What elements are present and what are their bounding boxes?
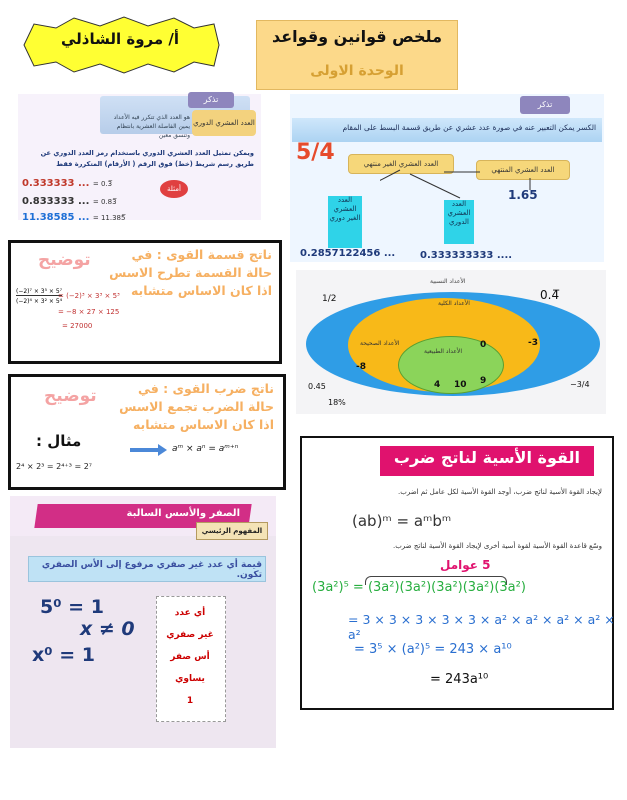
multiplication-rule-text: ناتج ضرب القوى : في حالة الضرب تجمع الاسس اذا كان الاساس متشابه xyxy=(119,381,274,432)
zero-exponent-condition: x ≠ 0 xyxy=(80,618,135,640)
page-subtitle: الوحدة الاولى xyxy=(310,63,404,79)
division-rule-text: ناتج قسمة القوى : في حالة القسمة تطرح الاسس اذا كان الاساس متشابه xyxy=(109,247,272,298)
power-product-formula: (ab)ᵐ = aᵐbᵐ xyxy=(352,512,452,530)
note-line: 1 xyxy=(186,696,194,706)
set-value: 0 xyxy=(480,340,487,350)
power-product-title: القوة الأسية لناتج ضرب xyxy=(393,448,580,467)
fraction-graphic: 5/4 xyxy=(296,140,335,165)
note-line: أس صفر xyxy=(170,652,210,662)
arrow-icon xyxy=(130,448,160,452)
rational-definition: الكسر يمكن التعبير عنه في صورة عدد عشري عن طريق قسمة البسط على المقام xyxy=(342,123,596,132)
recurring-example: 11.38585 ... = 11.385̅ xyxy=(22,212,126,223)
explain-heading: توضيح xyxy=(44,386,97,406)
math-step: = 27000 xyxy=(62,322,93,330)
expansion-row: = 3⁵ × (a²)⁵ = 243 × a¹⁰ xyxy=(354,642,512,657)
expansion-row: (3a²)⁵ = (3a²)(3a²)(3a²)(3a²)(3a²) xyxy=(312,580,526,595)
set-value: 4 xyxy=(434,380,441,390)
recurring-definition: هو العدد الذي تتكرر فيه الأعداد يمين الفاصلة العشرية بانتظام وتنسق معين xyxy=(113,114,190,139)
page-title: ملخص قوانين وقواعد xyxy=(272,27,442,46)
math-fraction-top: (−2)⁷ × 3⁵ × 5⁷ xyxy=(16,288,63,295)
author-name: أ/ مروة الشاذلي xyxy=(60,30,180,48)
repeating-label: العدد العشري الدوري xyxy=(444,200,474,244)
note-line: أي عدد xyxy=(174,608,206,618)
power-product-line: لإيجاد القوة الأسية لناتج ضرب، أوجد القوة الأسية لكل عامل ثم اضرب. xyxy=(398,488,602,496)
repeating-example: 0.333333333 .... xyxy=(420,250,513,261)
examples-label: أمثلة xyxy=(160,180,188,198)
rational-numbers-label: الأعداد النسبية xyxy=(430,278,466,285)
factors-label: 5 عوامل xyxy=(440,558,491,572)
nonrepeating-label: العدد العشري الغير دوري xyxy=(328,196,362,248)
power-product-line: وسّع قاعدة القوة الأسية لقوة أسية أخرى لإيجاد القوة الأسية لناتج ضرب. xyxy=(392,542,602,550)
set-value: 1/2 xyxy=(322,294,337,304)
branch-arrows xyxy=(380,166,540,206)
expansion-row: = 243a¹⁰ xyxy=(430,672,489,687)
key-concept-label: المفهوم الرئيسي xyxy=(196,522,268,540)
math-fraction-bottom: (−2)⁴ × 3² × 5⁴ xyxy=(16,298,63,305)
nonrepeating-example: 0.2857122456 ... xyxy=(300,248,396,259)
set-value: 0.45 xyxy=(308,382,326,391)
math-step: = (−2)³ × 3³ × 5³ xyxy=(58,292,120,300)
set-value: 10 xyxy=(454,380,467,390)
terminating-scroll: العدد العشري المنتهي xyxy=(476,160,570,180)
recurring-example: 0.333333 ... = 0.3̅ xyxy=(22,178,113,189)
recurring-body: ويمكن تمثيل العدد العشري الدوري باستخدام رمز العدد الدوري عن طريق رسم شريط (خط) فوق الرقم ( الأرقام) المتكررة فقط xyxy=(40,149,254,168)
page-header xyxy=(256,20,458,90)
remember-tag: تذكر xyxy=(188,92,234,108)
math-step: = −8 × 27 × 125 xyxy=(58,308,120,316)
set-value: -3 xyxy=(528,338,538,348)
note-line: غير صفري xyxy=(166,630,214,640)
zero-exponent-equation: 5⁰ = 1 xyxy=(40,596,104,618)
set-value: 18% xyxy=(328,398,346,407)
integers-label: الأعداد الصحيحة xyxy=(360,340,400,347)
general-formula: aᵐ × aⁿ = aᵐ⁺ⁿ xyxy=(172,444,239,454)
set-value: 0.4̅ xyxy=(540,288,560,302)
power-product-panel xyxy=(300,436,614,710)
example-label: مثال : xyxy=(36,432,82,450)
whole-numbers-label: الأعداد الكلية xyxy=(438,300,470,307)
explain-heading: توضيح xyxy=(38,250,91,270)
arrow-head-icon xyxy=(158,444,167,456)
set-value: -8 xyxy=(356,362,366,372)
zero-exponent-title: الصفر والأسس السالبة xyxy=(126,508,240,519)
zero-exponent-equation: x⁰ = 1 xyxy=(32,644,95,666)
terminating-example: 1.65 xyxy=(508,188,538,202)
recurring-example: 0.833333 ... = 0.83̅ xyxy=(22,196,117,207)
natural-set xyxy=(398,336,504,394)
nonterminating-scroll: العدد العشري الغير منتهي xyxy=(348,154,454,174)
remember-tag: تذكر xyxy=(520,96,570,114)
set-value: 9 xyxy=(480,376,487,386)
set-value: −3/4 xyxy=(570,380,590,389)
expansion-row: = 3 × 3 × 3 × 3 × 3 × a² × a² × a² × a² × a² xyxy=(348,612,615,642)
example-formula: 2⁴ × 2³ = 2⁴⁺³ = 2⁷ xyxy=(16,462,92,471)
zero-exponent-statement: قيمة أي عدد غير صفري مرفوع إلى الأس الصفري تكون. xyxy=(41,560,262,580)
recurring-scroll: العدد العشري الدوري xyxy=(192,110,256,136)
note-line: يساوي xyxy=(175,674,205,684)
natural-numbers-label: الأعداد الطبيعية xyxy=(424,348,463,355)
zero-exponent-note xyxy=(158,602,222,712)
